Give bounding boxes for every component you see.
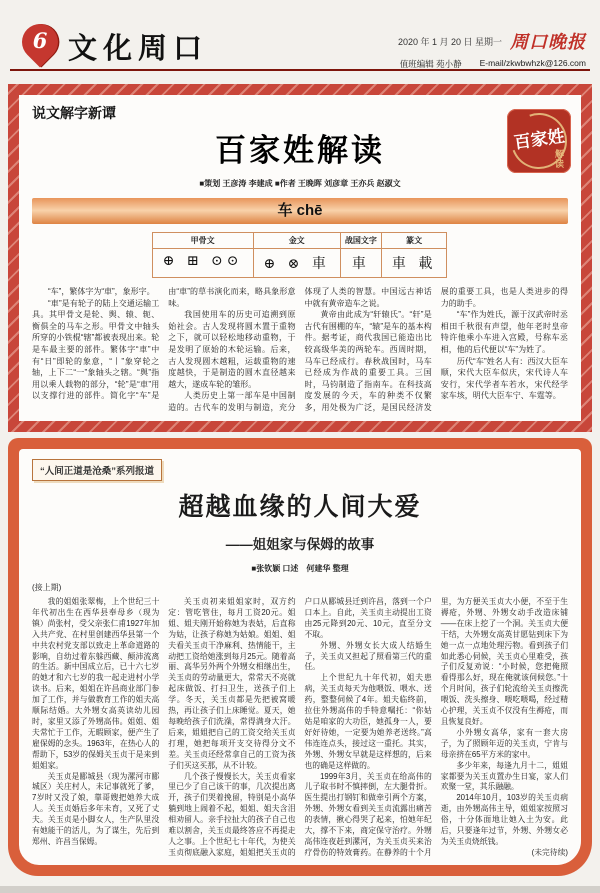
page-header [0,0,600,78]
article1-card [19,95,581,421]
article1-paragraph: 黄帝由此成为“轩辕氏”。“轩”是古代有围棚的车，“辕”是车的基本构件。据考证，商代我国已能造出比较高级华美的两轮车。西周时期，马车已经成行。春秋战国时，马车已经成为作战的重要工具。三国时，马钧制造了指南车。在科技高度发展的今天，车的种类不仅繁多，用处极为广泛，是国民经济发展的重要工具，也是人类进步的得力的助手。 [304,287,568,412]
article2-paragraph: 小外甥女高华，家有一套大房子，为了照顾年迈的关玉贞，宁肯与母亲挤在65平方米的家中。 [440,727,568,759]
header-divider [10,69,590,71]
article1-kicker: 说文解字新谭 [32,105,116,121]
duty-editor: 值班编辑 苑小静 [399,59,462,69]
article1-byline: ■策划 王彦涛 李建成 ■作者 王晚晖 刘彦章 王亦兵 赵淑文 [199,179,401,188]
article2-paragraph: 多少年来，每逢九月十二，姐姐家都要为关玉贞置办生日宴，家人们欢聚一堂，其乐融融。 [440,760,568,792]
article2-paragraph: 外甥、外甥女长大成人结婚生子，关玉贞又担起了照看第三代的重任。 [304,640,432,672]
date-row [398,28,586,54]
article2-card [19,449,581,865]
article1-paragraph: “車”是有轮子的陆上交通运输工具。其甲骨文是轮、舆、辕、轭、衡俱全的马车之形。甲骨文中轴头所穿的小铁棍“辖”都被表现出来。轮是车最主要的部件。繁体字“車”中有“日”即轮的象意，“丨”象穿轮之轴，上下二“一”象轴头之辖。“舆”指用以乘人载物的部分，“轮”是“車”用以支撑行进的部件。简化字“车”是由“車”的草书演化而来，略具象形意味。 [32,287,296,401]
article1-paragraph: “车”作为姓氏，源于汉武帝时丞相田千秋很有声望，他年老时皇帝特许他乘小车进入宫殿，号称车丞相，他的后代便以“车”为姓了。 [440,310,568,354]
article2-paragraph: 我的姐姐张翠梅，上个世纪三十年代初出生在西华县奉母乡（现为镇）尚张村，受父亲张仁甫1927年加入共产党、在村里创建西华县第一个中共农村党支部以致走上革命道路的影响，自幼过着东躲西藏、颠沛流离的生活。新中国成立后，已十六七岁的她才和六七岁的我一起走进村小学读书。后来，姐姐在许昌商业部门参加了工作，并与做教育工作的姐夫高顺际结婚。大外甥女高英读幼儿园时，家里又添了外甥高伟。姐姐、姐夫常忙于工作，无暇顾家，便产生了雇保姆的念头。1963年，在热心人的帮助下，53岁的保姆关玉贞于是来到姐姐家。 [32,597,160,770]
script-header: 篆文 [382,233,446,249]
article2-subtitle: ——姐姐家与保姆的故事 [225,537,375,552]
article1-paragraph: 我国使用车的历史可追溯到原始社会。古人发现将圆木置于重物之下，就可以轻松地移动重物，于是发明了原始的木轮运输。后来，古人发现圆木越粗，运载重物的速度越快，于是制造的圆木直径越来越大，遂成车轮的雏形。 [168,310,296,389]
script-header: 战国文字 [341,233,381,249]
script-group-bronze [253,232,341,278]
contact-email: E-mail/zkwbwhzk@126.com [479,58,586,68]
seal-main-text: 百家姓 [512,126,566,154]
article1-paragraph: 历代“车”姓名人有：西汉大臣车顺，宋代大臣车似庆，宋代诗人车安行，宋代学者车若水，宋代经学家车垓，明代大臣车宁、车霆等。 [440,356,568,401]
section-title: 文化周口 [68,31,209,65]
seal-sub-text: 解读 [554,149,564,169]
character-banner: 车 chē [32,198,568,224]
page-bottom-edge [0,886,600,893]
ancient-script-table [32,232,568,278]
article2-paragraph: 1999年3月，关玉贞在给高伟的儿子取书时不慎摔倒，左大腿骨折。医生提出打钢钉和做牵引两个方案，外甥、外甥女看到关玉贞流露出痛苦的表情，揪心得哭了起来，怕她年纪大，撑不下来，商定保守治疗。外甥高伟连夜赶到漯河，为关玉贞买来治疗骨伤的特效膏药。在静养的十个月里，为方便关玉贞大小便，不至于生褥疮，外甥、外甥女动手改造床铺——在床上挖了一个洞。关玉贞大便干结，大外甥女高英甘愿钻到床下为她一点一点地处理污物。看到孩子们如此悉心伺候，关玉贞心里难受，孩子们反复劝说：“小时候，您把俺照看得那么好，现在俺就该伺候您。”十个月时间，孩子们轮流给关玉贞擦洗喂饭、洗头擦身、喂吃喂喝，经过精心护理，关玉贞不仅没有生褥疮，而且恢复良好。 [304,597,568,857]
script-group-oracle [152,232,254,278]
to-be-continued-note: (未完待续) [531,847,568,857]
script-group-warring-states [340,232,382,278]
article1-paragraph: 人类历史上第一部车是中国制造的。古代车的发明与制造，充分体现了人类的智慧。中国远古神话中就有黄帝造车之说。 [168,287,432,412]
article2-byline: ■张钦颖 口述 何建华 整理 [251,564,349,573]
script-header: 甲骨文 [153,233,253,249]
article2-title: 超越血缘的人间大爱 [178,493,422,521]
article2-frame [8,438,592,876]
article2-paragraph: 关玉贞是郾城县（现为漯河市郾城区）关庄村人，未记事就死了爹，7岁时又没了娘，靠哥嫂把她养大成人。关玉贞婚后多年未育，又死了丈夫。关玉贞是小脚女人，生产队里没有她能干的活儿，为了谋生，先后到郑州、许昌当保姆。 [32,771,160,846]
script-glyphs: ⊕ ⊞ ⊙⊙ [162,253,243,269]
article1-body [32,286,568,421]
article1-title: 百家姓解读 [215,133,385,168]
baijiaxing-seal-icon [507,109,571,173]
article2-paragraph: 关玉贞初来姐姐家时，双方约定：管吃管住，每月工资20元。姐姐、姐夫刚开始称她为表姑，后直称为姑，让孩子称她为姑娘。姐姐、姐夫看关玉贞干净麻利、热情能干，主动把工资给她涨到每月25元。随着高丽、高华另外两个外甥女相继出生，关玉贞的劳动量更大，常常天不亮就起床做饭、打扫卫生，送孩子们上学。冬天，关玉贞都是先把被窝暖热，再让孩子们上床睡觉。夏天，她每晚给孩子们洗澡，常得满身大汗。后来，姐姐把自己的工资交给关玉贞打理，她把每项开支交待得分文不差。关玉贞还经常拿自己的工资为孩子们买这买那，从不计较。 [168,597,296,770]
script-glyphs: 車 [351,256,370,272]
script-glyphs: 車 載 [391,256,437,272]
article1-decorative-frame [8,84,592,432]
article1-paragraph: “车”，繁体字为“車”，象形字。 [48,287,155,296]
script-glyphs: ⊕ ⊗ 車 [263,256,330,272]
article2-paragraph: 几个孩子慢慢长大，关玉贞看家里已少了自己该干的事，几次提出离开，孩子们哭着挽留，特别是小高华躺到地上闹着不起，姐姐、姐夫含泪相劝留人。亲手拉扯大的孩子自己也难以割舍，关玉贞最终答应不再提走人之事。上个世纪七十年代，为使关玉贞彻底融入家庭，姐姐把关玉贞的户口从郾城县迁到许昌，落到一个户口本上。自此，关玉贞主动提出工资由25元降到20元、10元，直至分文不取。 [168,597,432,857]
article2-series-kicker: “人间正道是沧桑”系列报道 [32,459,162,481]
page-number: 6 [32,28,48,53]
masthead-logo: 周口晚报 [510,32,586,53]
article2-paragraph: 2014年10月，103岁的关玉贞病逝，由外甥高伟主导，姐姐家按照习俗，十分体面地让她入土为安。此后，只要逢年过节，外甥、外甥女必为关玉贞烧纸钱。 [440,793,568,846]
publication-date: 2020 年 1 月 20 日 星期一 [397,36,502,47]
script-header: 金文 [254,233,340,249]
article2-continuation-note: (接上期) [32,583,62,592]
header-meta [398,28,586,70]
page-number-pin-icon [15,17,66,68]
article2-body [32,597,568,865]
script-group-seal-script [381,232,447,278]
article2-paragraph: 上个世纪九十年代初，姐夫患病，关玉贞每天为他喂饭、喂水、送药，整整伺候了4年。姐夫临终前，拉住外甥高伟的手特意嘱托：“你姑姑是咱家的大功臣，她孤身一人，要好好待她，一定要为她养老送终。”高伟连连点头，接过这一重托。其实，外甥、外甥女早就是这样想的，后来也的确是这样做的。 [304,673,432,770]
